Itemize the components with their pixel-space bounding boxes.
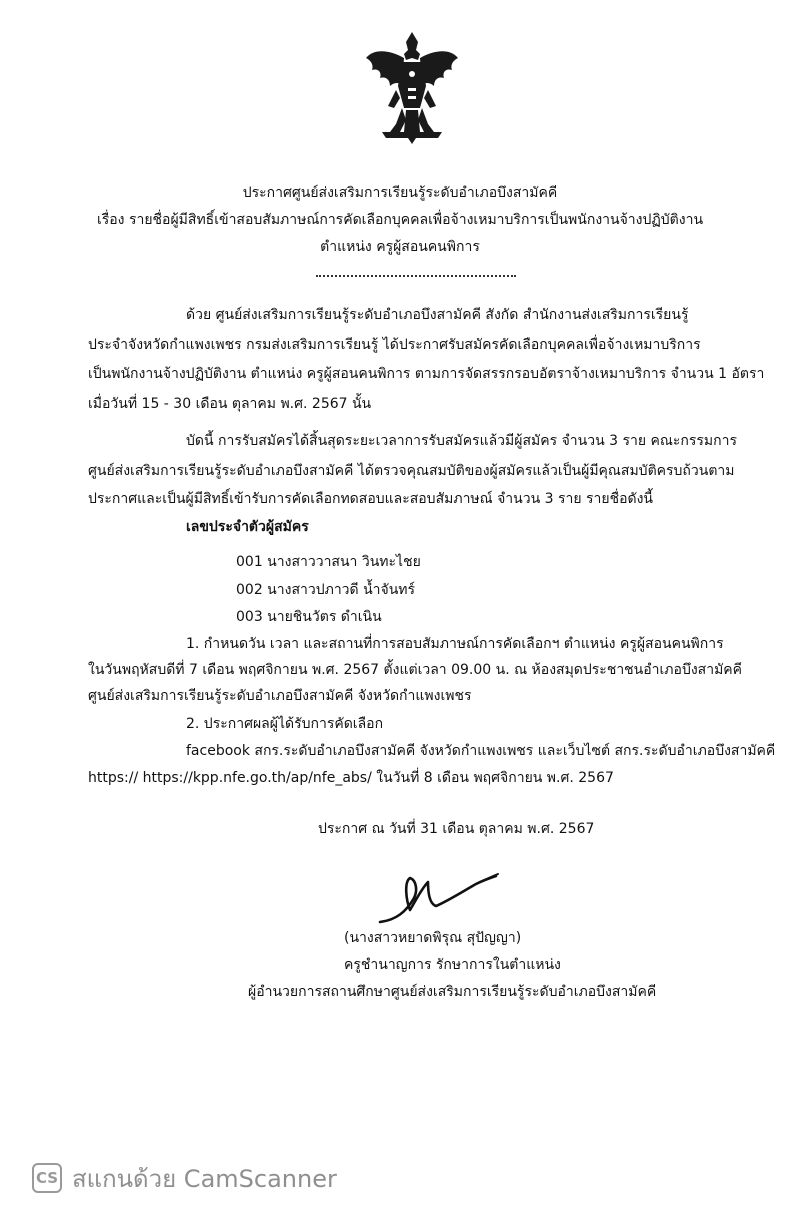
paragraph-line: เป็นพนักงานจ้างปฏิบัติงาน ตำแหน่ง ครูผู้สอนคนพิการ ตามการจัดสรรกรอบอัตราจ้างเหมาบริการ จำนวน 1 อัตรา [88,366,765,382]
handwritten-signature [376,866,504,930]
item-line: ในวันพฤหัสบดีที่ 7 เดือน พฤศจิกายน พ.ศ. 2567 ตั้งแต่เวลา 09.00 น. ณ ห้องสมุดประชาชนอำเภอบึงสามัคคี [88,662,743,678]
paragraph-line: บัดนี้ การรับสมัครได้สิ้นสุดระยะเวลาการรับสมัครแล้วมีผู้สมัคร จำนวน 3 ราย คณะกรรมการ [186,433,737,449]
item-line: ศูนย์ส่งเสริมการเรียนรู้ระดับอำเภอบึงสามัคคี จังหวัดกำแพงเพชร [88,688,472,704]
applicant-list-heading: เลขประจำตัวผู้สมัคร [186,519,309,535]
signatory-name: (นางสาวหยาดพิรุณ สุปัญญา) [344,930,522,946]
announcement-date: ประกาศ ณ วันที่ 31 เดือน ตุลาคม พ.ศ. 2567 [318,821,595,837]
signatory-title: ผู้อำนวยการสถานศึกษาศูนย์ส่งเสริมการเรียนรู้ระดับอำเภอบึงสามัคคี [248,984,657,1000]
announcement-position: ตำแหน่ง ครูผู้สอนคนพิการ [320,239,480,255]
item-line: facebook สกร.ระดับอำเภอบึงสามัคคี จังหวัดกำแพงเพชร และเว็บไซต์ สกร.ระดับอำเภอบึงสามัคคี [186,743,776,759]
garuda-emblem-icon [360,28,464,152]
announcement-subject: เรื่อง รายชื่อผู้มีสิทธิ์เข้าสอบสัมภาษณ์การคัดเลือกบุคคลเพื่อจ้างเหมาบริการเป็นพนักงานจ้างปฏิบัติงาน [96,212,704,228]
applicant-item: 002 นางสาวปภาวดี น้ำจันทร์ [236,582,416,598]
signatory-rank: ครูชำนาญการ รักษาการในตำแหน่ง [344,957,561,973]
item-line: 1. กำหนดวัน เวลา และสถานที่การสอบสัมภาษณ์การคัดเลือกฯ ตำแหน่ง ครูผู้สอนคนพิการ [186,636,724,652]
applicant-item: 001 นางสาววาสนา วินทะไชย [236,554,421,570]
scanner-watermark [32,1160,337,1196]
scanner-watermark-text: สแกนด้วย CamScanner [72,1164,337,1193]
paragraph-line: ด้วย ศูนย์ส่งเสริมการเรียนรู้ระดับอำเภอบึงสามัคคี สังกัด สำนักงานส่งเสริมการเรียนรู้ [186,307,689,323]
camscanner-logo-icon: CS [32,1163,62,1193]
header-divider [316,275,516,277]
paragraph-line: ศูนย์ส่งเสริมการเรียนรู้ระดับอำเภอบึงสามัคคี ได้ตรวจคุณสมบัติของผู้สมัครแล้วเป็นผู้มีคุณสมบัติครบถ้วนตาม [88,463,735,479]
announcement-title: ประกาศศูนย์ส่งเสริมการเรียนรู้ระดับอำเภอบึงสามัคคี [242,185,558,201]
paragraph-line: ประจำจังหวัดกำแพงเพชร กรมส่งเสริมการเรียนรู้ ได้ประกาศรับสมัครคัดเลือกบุคคลเพื่อจ้างเหมาบริการ [88,337,701,353]
paragraph-line: เมื่อวันที่ 15 - 30 เดือน ตุลาคม พ.ศ. 2567 นั้น [88,396,372,412]
results-url-line: https:// https://kpp.nfe.go.th/ap/nfe_abs/ ในวันที่ 8 เดือน พฤศจิกายน พ.ศ. 2567 [88,770,614,786]
paragraph-line: ประกาศและเป็นผู้มีสิทธิ์เข้ารับการคัดเลือกทดสอบและสอบสัมภาษณ์ จำนวน 3 ราย รายชื่อดังนี้ [88,491,654,507]
item-line: 2. ประกาศผลผู้ได้รับการคัดเลือก [186,716,384,732]
applicant-item: 003 นายชินวัตร ดำเนิน [236,609,382,625]
